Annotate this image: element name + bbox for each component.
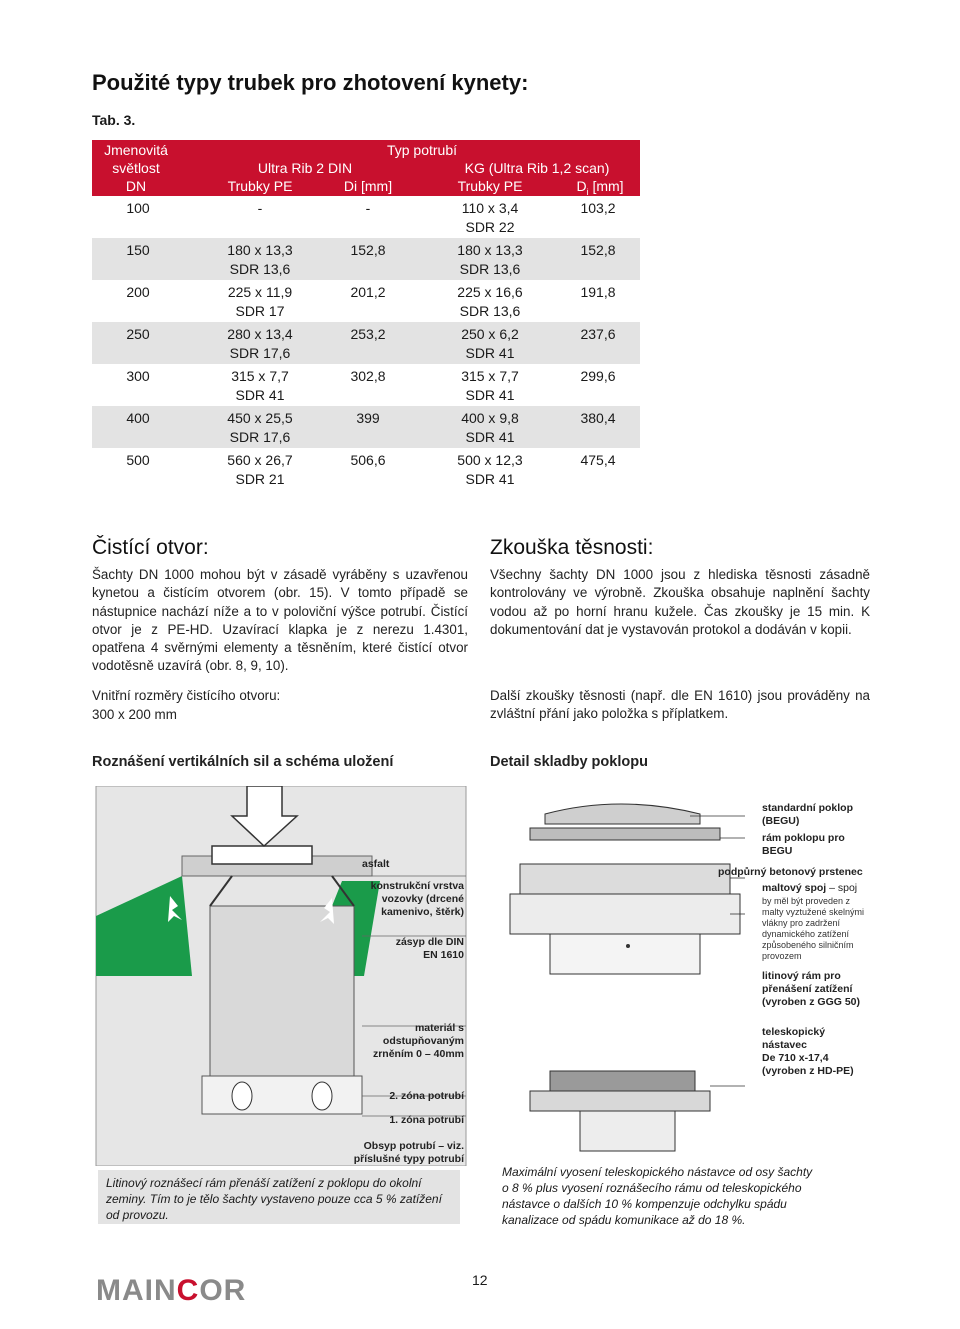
load-diagram — [92, 786, 468, 1166]
cleaning-heading: Čistící otvor: — [92, 536, 209, 559]
label-asfalt: asfalt — [362, 858, 390, 870]
label-betonovy-prstenec: podpůrný betonový prstenec — [718, 866, 863, 878]
table-header — [92, 140, 640, 196]
tightness-paragraph: Všechny šachty DN 1000 jsou z hlediska těsnosti zásadně kontrolovány ve výrobně. Zkouška obsahuje naplnění šachty vodou až po horní hranu kužele. Čas zkoušky je 15 min. K dokumentování dat je vystavován protokol a dodáván v kopii. — [490, 567, 870, 637]
cell-ur-di: 302,8 — [350, 368, 386, 384]
header-svetlost: světlost — [112, 160, 160, 176]
cell-dn: 200 — [126, 284, 150, 300]
label-zasyp: zásyp dle DIN EN 1610 — [395, 936, 464, 961]
cleaning-dim-label: Vnitřní rozměry čistícího otvoru: — [92, 688, 281, 703]
header-ultra-rib: Ultra Rib 2 DIN — [257, 160, 353, 176]
cell-kg-di: 299,6 — [580, 368, 616, 384]
cell-ur-di: - — [365, 200, 371, 216]
cell-kg-di: 380,4 — [580, 410, 616, 426]
cell-ur-sdr: SDR 41 — [235, 387, 285, 403]
label-spoj-desc: by měl být proveden z malty vyztužené skelnými vlákny pro zadržení dynamického zatížení způsobeného silničním provozem — [762, 896, 865, 961]
label-obsyp: Obsyp potrubí – viz. příslušné typy potrubí — [353, 1140, 464, 1165]
header-di-2: $D_i$ [mm] — [576, 178, 624, 197]
label-ram-poklopu: rám poklopu pro BEGU — [762, 832, 845, 857]
cell-ur-pe: 180 x 13,3 — [227, 242, 293, 258]
right-note: Maximální vyosení teleskopického nástavce od osy šachty o 8 % plus vyosení roznášecího rámu od teleskopického nástavce o dalších 10 % kompenzuje odchylku spádu kanalizace od spádu komunikace až do 18 %. — [502, 1165, 813, 1227]
cell-kg-pe: 250 x 6,2 — [461, 326, 519, 342]
label-litinovy-ram: litinový rám pro přenášení zatížení (vyroben z GGG 50) — [762, 970, 861, 1008]
cell-kg-sdr: SDR 22 — [465, 219, 515, 235]
cell-kg-di: 152,8 — [580, 242, 616, 258]
cover-detail-heading: Detail skladby poklopu — [490, 754, 648, 770]
label-teleskopicky: teleskopický nástavec — [762, 1026, 826, 1051]
header-di-1: Di [mm] — [343, 178, 393, 194]
cleaning-paragraph: Šachty DN 1000 mohou být v zásadě vyráběny s uzavřenou kynetou a čistícím otvorem (obr. 15). V tomto případě se nástupnice nachází níže a to v poloviční výšce potrubí. Čistící otvor je z PE-HD. Uzavírací klapka je z nerezu 1.4301, opatřena 4 svěrnými elementy a těsněním, které čistící otvor vodotěsně uzavírá (obr. 8, 9, 10). — [92, 567, 468, 674]
header-kg: KG (Ultra Rib 1,2 scan) — [464, 160, 610, 176]
cell-kg-pe: 225 x 16,6 — [457, 284, 523, 300]
cell-ur-sdr: SDR 17 — [235, 303, 285, 319]
cell-ur-sdr: SDR 21 — [235, 471, 285, 487]
table-label: Tab. 3. — [92, 112, 136, 128]
tightness-paragraph-2: Další zkoušky těsnosti (např. dle EN 1610) jsou prováděny na zvláštní přání jako položka s příplatkem. — [490, 688, 870, 722]
load-diagram-svg — [92, 786, 468, 1166]
cell-ur-pe: - — [257, 200, 263, 216]
table-row — [92, 280, 640, 322]
cell-ur-sdr: SDR 17,6 — [229, 345, 291, 361]
cell-kg-di: 237,6 — [580, 326, 616, 342]
header-jmenovita: Jmenovitá — [104, 142, 168, 158]
cell-kg-sdr: SDR 41 — [465, 345, 515, 361]
forces-heading: Roznášení vertikálních sil a schéma uložení — [92, 754, 394, 770]
cell-ur-di: 399 — [356, 410, 380, 426]
cell-kg-di: 475,4 — [580, 452, 616, 468]
page-number: 12 — [472, 1272, 488, 1288]
cell-kg-sdr: SDR 41 — [465, 387, 515, 403]
cell-kg-sdr: SDR 41 — [465, 471, 515, 487]
cell-kg-pe: 180 x 13,3 — [457, 242, 523, 258]
cell-dn: 100 — [126, 200, 150, 216]
cell-kg-pe: 400 x 9,8 — [461, 410, 519, 426]
cell-dn: 300 — [126, 368, 150, 384]
header-trubky-pe-2: Trubky PE — [457, 178, 523, 194]
label-standardni-poklop: standardní poklop (BEGU) — [762, 802, 854, 827]
cell-ur-pe: 560 x 26,7 — [227, 452, 293, 468]
header-trubky-pe-1: Trubky PE — [227, 178, 293, 194]
table-row — [92, 196, 640, 238]
table-row — [92, 448, 640, 490]
cell-dn: 250 — [126, 326, 150, 342]
cell-dn: 150 — [126, 242, 150, 258]
header-typ-potrubi: Typ potrubí — [386, 142, 458, 158]
maincor-logo: MAINCOR — [96, 1274, 247, 1307]
cell-ur-sdr: SDR 17,6 — [229, 429, 291, 445]
cell-kg-di: 191,8 — [580, 284, 616, 300]
label-teleskopicky-dim: De 710 x-17,4 — [762, 1052, 829, 1064]
cell-kg-di: 103,2 — [580, 200, 616, 216]
cell-ur-pe: 450 x 25,5 — [227, 410, 293, 426]
cell-ur-di: 201,2 — [350, 284, 386, 300]
label-zona-1: 1. zóna potrubí — [389, 1114, 464, 1126]
header-dn: DN — [125, 178, 147, 194]
cell-ur-di: 253,2 — [350, 326, 386, 342]
page-title: Použité typy trubek pro zhotovení kynety: — [92, 70, 529, 95]
cell-kg-pe: 315 x 7,7 — [461, 368, 519, 384]
cell-kg-sdr: SDR 41 — [465, 429, 515, 445]
cell-ur-pe: 280 x 13,4 — [227, 326, 293, 342]
cell-ur-pe: 315 x 7,7 — [231, 368, 289, 384]
cell-dn: 500 — [126, 452, 150, 468]
cell-ur-sdr: SDR 13,6 — [229, 261, 291, 277]
cell-kg-sdr: SDR 13,6 — [459, 261, 521, 277]
left-note: Litinový roznášecí rám přenáší zatížení z poklopu do okolní zeminy. Tím to je tělo šachty vystaveno pouze cca 5 % zatížení od provozu. — [98, 1170, 460, 1224]
cell-dn: 400 — [126, 410, 150, 426]
cell-ur-di: 506,6 — [350, 452, 386, 468]
table-body — [92, 196, 640, 490]
tightness-heading: Zkouška těsnosti: — [490, 536, 654, 559]
label-teleskopicky-mat: (vyroben z HD-PE) — [762, 1065, 854, 1077]
label-material: materiál s odstupňovaným zrněním 0 – 40mm — [372, 1022, 464, 1060]
cleaning-dim-value: 300 x 200 mm — [92, 707, 177, 722]
table-row — [92, 364, 640, 406]
table-row — [92, 238, 640, 280]
cell-kg-sdr: SDR 13,6 — [459, 303, 521, 319]
pipe-table — [92, 140, 640, 490]
cell-ur-pe: 225 x 11,9 — [227, 284, 293, 300]
cell-ur-di: 152,8 — [350, 242, 386, 258]
cell-kg-pe: 110 x 3,4 — [461, 200, 519, 216]
label-zona-2: 2. zóna potrubí — [389, 1090, 464, 1102]
cell-kg-pe: 500 x 12,3 — [457, 452, 523, 468]
cover-detail-diagram — [490, 786, 870, 1156]
label-maltovy-spoj: maltový spoj – spoj — [762, 882, 858, 894]
label-konstrukcni-vrstva: konstrukční vrstva vozovky (drcené kamenivo, štěrk) — [370, 880, 464, 918]
table-row — [92, 406, 640, 448]
table-row — [92, 322, 640, 364]
